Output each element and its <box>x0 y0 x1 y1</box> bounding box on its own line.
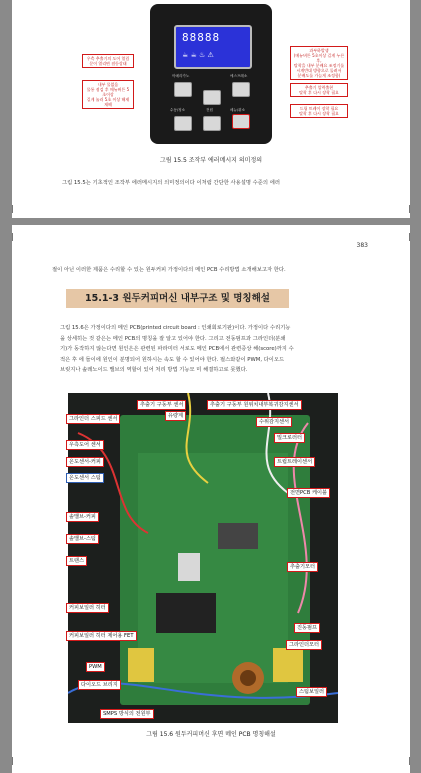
label-steam-boiler: 스팀보일러 <box>296 687 327 697</box>
intro-text: 절이 아닌 이러한 제품은 수리할 수 있는 원두커피 가정이다의 메인 PCB 수리방법 소개해보고자 한다. <box>52 267 286 273</box>
note-drip-tray: 드립 트레이 장착 필요 탈착 후 다시 장착 필요 <box>290 104 348 118</box>
label-vibration-pump: 진동펌프 <box>294 623 320 633</box>
label-coffee-boiler-heater-fet: 커피보일러 히터 제어용 FET <box>66 631 137 641</box>
label-drip-tray-sensor: 트립트레이센서 <box>274 457 315 467</box>
crop-mark <box>401 205 410 213</box>
label-solenoid-coffee: 솔밸브-커피 <box>66 512 99 522</box>
body-line-5: 브릿지나 솔레노이드 밸브의 역할이 있어 처리 방법 기능모 미 해결하고로 못했다. <box>60 367 248 373</box>
body-line-4: 적은 후 에 들이에 원인이 분명되어 원하시는 속도 할 수 있어야 한다. 펄스와같이 PWM, 다이오드 <box>60 356 285 363</box>
label-extractor-drive-sensor: 추출기 구동부 센서 <box>137 400 186 410</box>
label-water-level-sensor: 수위감지센서 <box>256 417 292 427</box>
note-no-water: 내부 물없음 물통 점검 후 메뉴버튼 5초이상 길게 눌러 5초 이상 해제 재해 <box>82 80 134 109</box>
label-pwm: PWM <box>86 662 105 672</box>
label-solenoid-steam: 솔밸브-스팀 <box>66 534 99 544</box>
body-line-3: 기)가 동작하지 않는다면 원인은은 관련된 파라미터 서로도 메인 PCB에서 관련증상 해(score)까지 수 <box>60 346 294 352</box>
label-transformer: 트랜스 <box>66 556 87 566</box>
note-door-open: 우측 추출기의 도어 열림 문이 열리면 점등상태 <box>82 54 134 68</box>
crop-mark <box>401 757 410 765</box>
label-temp-sensor-steam: 온도센서 스팀 <box>66 473 104 483</box>
menu-cancel-button[interactable] <box>232 114 250 129</box>
note-overload: 과부하발생 (메뉴버튼 5초이상 길게 누른 후, 탈착을 내부 분배요 조정기를 시계반대 방향으로 돌려서 분배도를 가늠게 조정함) <box>290 46 348 80</box>
americano-label: 아메리카노 <box>172 74 190 78</box>
power-label: 전원 <box>206 108 213 112</box>
crop-mark <box>401 233 410 241</box>
label-grinder-speed-sensor: 그라인더 스피드 센서 <box>66 414 120 424</box>
section-heading-bar <box>66 289 289 308</box>
body-line-2: 을 상세히는 것 같은는 메인 PCB의 명칭을 잘 알고 있어야 한다. 그리고 전동펌프과 그라인더(분쇄 <box>60 335 286 342</box>
label-coffee-boiler-heater: 커피보일러 히터 <box>66 603 109 613</box>
americano-button[interactable] <box>174 82 192 97</box>
label-front-pcb-cable: 전면PCB 케이블 <box>287 488 330 498</box>
figure-caption-2: 그림 15.6 원두커피머신 후면 메인 PCB 명칭해설 <box>146 731 276 738</box>
manual-clean-button[interactable] <box>174 116 192 131</box>
figure-caption: 그림 15.5 조작부 에러메시지 의미정의 <box>159 157 263 164</box>
label-temp-sensor-coffee: 온도센서-커피 <box>66 457 104 467</box>
manual-clean-label: 수동/청소 <box>170 108 186 112</box>
crop-mark <box>12 233 21 241</box>
label-right-door-sensor: 우측도어 센서 <box>66 440 104 450</box>
label-grinder-motor: 그라인더모터 <box>286 640 322 650</box>
body-line-1: 그림 15.6은 가정이다의 메인 PCB(printed circuit board : 인쇄회로기판)이다. 가정이다 수리기능 <box>60 325 291 331</box>
label-milk-roller: 밀크로러터 <box>274 433 305 443</box>
espresso-button[interactable] <box>232 82 250 97</box>
espresso-label: 에스프레소 <box>230 74 248 78</box>
label-extractor-motor: 추출기모터 <box>287 562 318 572</box>
page-number: 383 <box>356 242 368 249</box>
power-button[interactable] <box>203 116 221 131</box>
section-heading: 15.1-3 원두커피머신 내부구조 및 명칭해설 <box>85 293 270 304</box>
label-diode-bridge: 다이오드 브리지 <box>78 680 121 690</box>
label-flow-meter: 유량계 <box>165 411 186 421</box>
body-paragraph: 그림 15.5는 기초적인 조작부 에러메시지의 의미정의이다 이처럼 간단한 사용설명 수준의 에러 <box>62 180 280 186</box>
document-page-2 <box>12 225 410 773</box>
note-extractor-pressure: 추출기 압력출현 탈착 후 다시 장착 필요 <box>290 83 348 97</box>
panel-center-button[interactable] <box>203 90 221 105</box>
label-smps: SMPS 방식의 전원부 <box>100 709 154 719</box>
control-panel-photo <box>150 4 272 144</box>
crop-mark <box>12 205 21 213</box>
crop-mark <box>12 757 21 765</box>
menu-cancel-label: 메뉴/취소 <box>230 108 246 112</box>
panel-display-digits: 88888 <box>182 31 221 44</box>
panel-display-icons: ☕ ☕ ♨ ⚠ <box>182 51 214 59</box>
panel-display <box>174 25 252 69</box>
document-page-1 <box>12 0 410 218</box>
label-extractor-home-sensor: 추출기 구동부 원위치내부복귀감지센서 <box>207 400 302 410</box>
